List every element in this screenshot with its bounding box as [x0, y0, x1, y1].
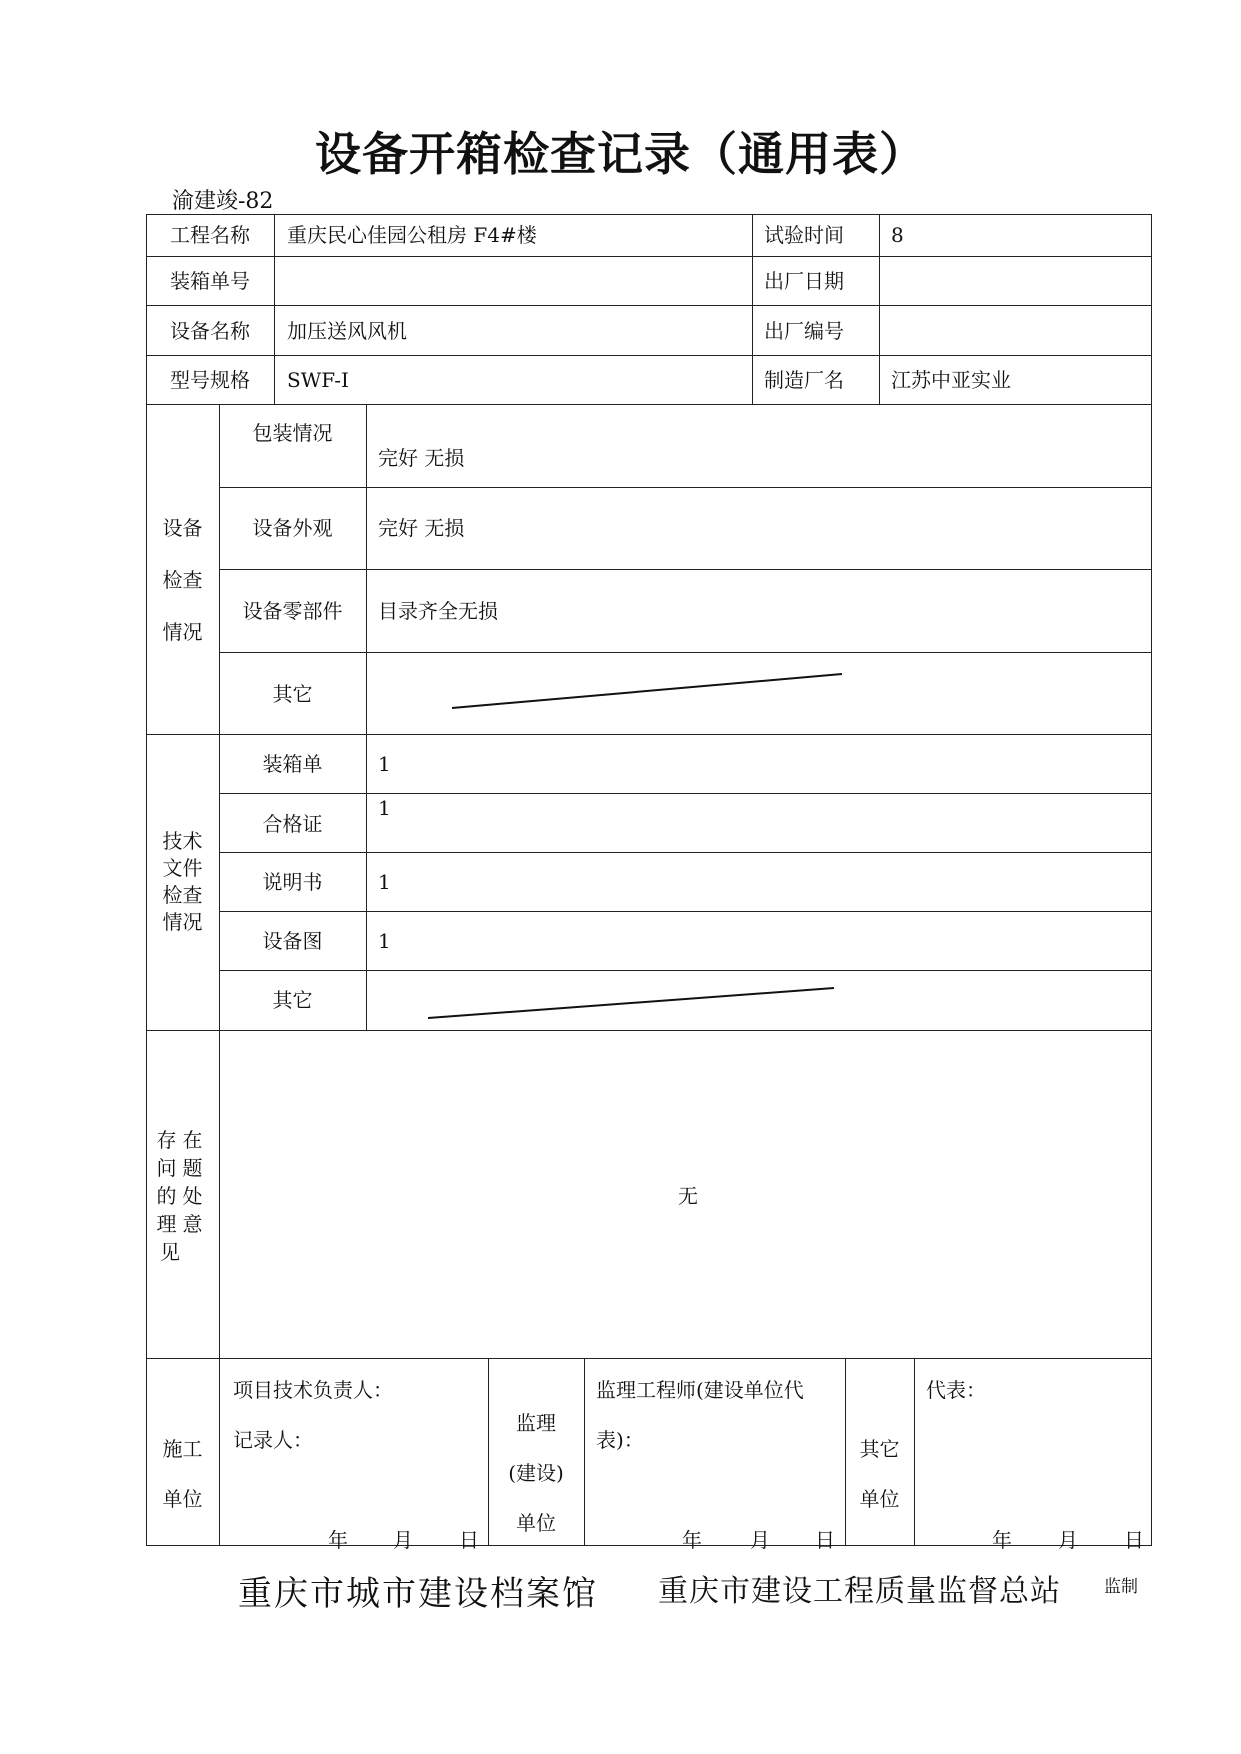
test-time-value: 8	[891, 223, 904, 247]
date-day: 日	[815, 1528, 835, 1552]
strike-line-other-docs	[366, 970, 1152, 1030]
row-divider	[146, 256, 1152, 257]
col-divider	[879, 214, 880, 404]
row-divider	[146, 404, 1152, 405]
packing-list-value: 1	[378, 752, 391, 776]
manual-value: 1	[378, 870, 391, 894]
manufacturer-label: 制造厂名	[764, 368, 844, 392]
supervisor-field-cont: 表)：	[596, 1428, 644, 1452]
construction-unit-label: 施工 单位	[162, 1437, 203, 1511]
date-year: 年	[328, 1528, 348, 1552]
other-docs-label: 其它	[272, 988, 313, 1012]
row-divider	[146, 1030, 1152, 1031]
date-day: 日	[1124, 1528, 1144, 1552]
supervision-unit-label: 监理 (建设) 单位	[508, 1411, 564, 1535]
manual-label: 说明书	[262, 870, 323, 894]
packaging-value: 完好 无损	[378, 446, 465, 470]
col-divider	[274, 214, 275, 404]
footer-archive: 重庆市城市建设档案馆	[238, 1574, 598, 1614]
col-divider	[584, 1358, 585, 1546]
row-divider	[146, 355, 1152, 356]
manufacturer-value: 江苏中亚实业	[891, 368, 1011, 392]
appearance-value: 完好 无损	[378, 516, 465, 540]
col-divider	[219, 404, 220, 1546]
packing-no-label: 装箱单号	[170, 269, 250, 293]
row-divider	[219, 793, 1152, 794]
col-divider	[914, 1358, 915, 1546]
row-divider	[219, 569, 1152, 570]
test-time-label: 试验时间	[764, 223, 844, 247]
row-divider	[219, 852, 1152, 853]
equipment-check-section-label: 设备 检查 情况	[162, 516, 203, 644]
drawing-label: 设备图	[262, 929, 323, 953]
issues-value: 无	[678, 1184, 698, 1208]
parts-value: 目录齐全无损	[378, 599, 498, 623]
col-divider	[752, 214, 753, 404]
project-name-label: 工程名称	[170, 223, 250, 247]
footer-station: 重庆市建设工程质量监督总站	[658, 1574, 1061, 1609]
packaging-label: 包装情况	[252, 421, 333, 445]
production-date-label: 出厂日期	[764, 269, 844, 293]
representative-field: 代表：	[926, 1378, 986, 1402]
drawing-value: 1	[378, 929, 391, 953]
row-divider	[146, 1358, 1152, 1359]
form-code: 渝建竣-82	[172, 189, 274, 214]
equipment-name-label: 设备名称	[170, 319, 250, 343]
issues-section-label: 存在 问题 的处 理意 见	[156, 1128, 209, 1264]
date-year: 年	[682, 1528, 702, 1552]
model-label: 型号规格	[170, 368, 250, 392]
date-month: 月	[393, 1528, 413, 1552]
row-divider	[219, 487, 1152, 488]
strike-line-other-check	[366, 652, 1152, 734]
packing-list-label: 装箱单	[262, 752, 323, 776]
certificate-value: 1	[378, 796, 391, 820]
equipment-name-value: 加压送风风机	[287, 319, 407, 343]
project-name-value: 重庆民心佳园公租房 F4#楼	[287, 223, 537, 247]
date-day: 日	[459, 1528, 479, 1552]
footer-supervise: 监制	[1104, 1577, 1138, 1597]
tech-docs-section-label: 技术 文件 检查 情况	[162, 829, 203, 934]
tech-lead-field: 项目技术负责人：	[233, 1378, 393, 1402]
other-check-label: 其它	[272, 682, 313, 706]
other-unit-label: 其它 单位	[859, 1437, 900, 1511]
recorder-field: 记录人：	[233, 1428, 313, 1452]
row-divider	[146, 734, 1152, 735]
parts-label: 设备零部件	[242, 599, 343, 623]
row-divider	[219, 911, 1152, 912]
certificate-label: 合格证	[262, 812, 323, 836]
date-year: 年	[992, 1528, 1012, 1552]
appearance-label: 设备外观	[252, 516, 333, 540]
model-value: SWF-I	[287, 368, 349, 392]
page-title: 设备开箱检查记录（通用表）	[315, 127, 926, 181]
date-month: 月	[750, 1528, 770, 1552]
row-divider	[146, 305, 1152, 306]
serial-no-label: 出厂编号	[764, 319, 844, 343]
date-month: 月	[1058, 1528, 1078, 1552]
supervisor-field: 监理工程师(建设单位代	[596, 1378, 804, 1402]
